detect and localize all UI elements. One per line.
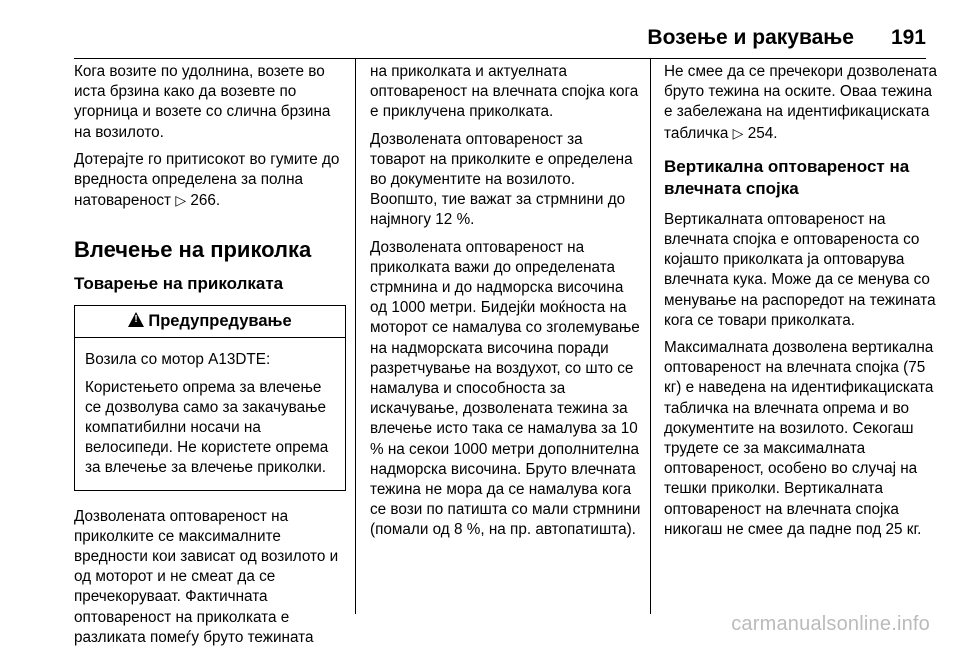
page-number: 191: [890, 26, 926, 49]
paragraph-text: Дотерајте го притисокот во гумите до вредноста определена за полна натовареност: [74, 150, 340, 210]
paragraph: на приколката и актуелната оптовареност на влечната спојка кога е приклучена приколката.: [370, 63, 639, 121]
paragraph: [664, 62, 938, 144]
paragraph: Кога возите по удолнина, возете во иста брзина како да возевте по угорница и возете со слична брзина на возилото.: [74, 63, 331, 141]
paragraph: Дозволената оптовареност на приколките се максималните вредности кои зависат од возилото и од моторот и не смеат да се пречекоруваат. Фактичната оптовареност на приколката е разликата помеѓу бруто тежината: [74, 507, 339, 646]
warning-box: [74, 305, 346, 490]
column-1: [74, 62, 346, 655]
subsection-heading: Вертикална оптовареност на влечната спојка: [664, 156, 910, 198]
watermark: carmanualsonline.info: [731, 613, 930, 635]
paragraph-text: Не смее да се пречекори дозволената бруто тежина на оските. Оваа тежина е забележана на идентификациската табличка: [664, 63, 938, 142]
page-header: [74, 26, 926, 59]
warning-text: Користењето опрема за влечење се дозволува само за закачување компатибилни носачи на велосипеди. Не користете опрема за влечење за влечење приколки.: [85, 378, 329, 477]
column-2: [370, 62, 642, 548]
paragraph: Максималната дозволена вертикална оптовареност на влечната спојка (75 кг) е наведена на идентификациската табличка на влечната опрема и во документите на возилото. Секогаш трудете се за максималната оптовареност, особено во случај на тешки приколки. Вертикалната оптовареност на влечната спојка никогаш не смее да падне под 25 кг.: [664, 339, 934, 538]
page-reference-link[interactable]: 254.: [747, 124, 778, 142]
paragraph: Дозволената оптовареност за товарот на приколките е определена во документите на возилото. Воопшто, тие важат за стрмнини до најмногу 12 %.: [370, 130, 633, 229]
page-reference-link[interactable]: 266.: [190, 192, 221, 210]
column-divider: [650, 58, 651, 614]
arrow-ref-icon: ▷: [175, 192, 187, 209]
paragraph: Дозволената оптовареност на приколката важи до определената стрмнина и до надморска височина од 1000 метри. Бидејќи моќноста на моторот се намалува со зголемување на надморската височина поради разретчување на воздухот, со што се намалува и способноста за искачување, дозволената тежина за влечење исто така се намалува за 10 % на секои 1000 метри дополнителна надморска височина. Бруто влечната тежина не мора да се намалува кога се вози по патишта со мали стрмнини (помали од 8 %, на пр. автопатишта).: [370, 238, 641, 539]
section-heading: Влечење на приколка: [74, 237, 312, 263]
column-divider: [355, 58, 356, 614]
paragraph: Вертикалната оптовареност на влечната спојка е оптовареноста со којашто приколката ја оптоварува влечната кука. Може да се менува со менување на распоредот на тежината кога се товари приколката.: [664, 210, 936, 329]
paragraph: [74, 150, 346, 212]
arrow-ref-icon: ▷: [732, 124, 744, 141]
warning-triangle-icon: [128, 312, 144, 327]
warning-title: Предупредување: [148, 312, 292, 331]
subsection-heading: Товарење на приколката: [74, 274, 284, 294]
chapter-title: Возење и ракување: [647, 26, 854, 49]
warning-text: Возила со мотор A13DTE:: [85, 351, 271, 369]
warning-body: [75, 338, 345, 489]
column-3: [664, 62, 938, 547]
warning-header: [75, 306, 345, 338]
